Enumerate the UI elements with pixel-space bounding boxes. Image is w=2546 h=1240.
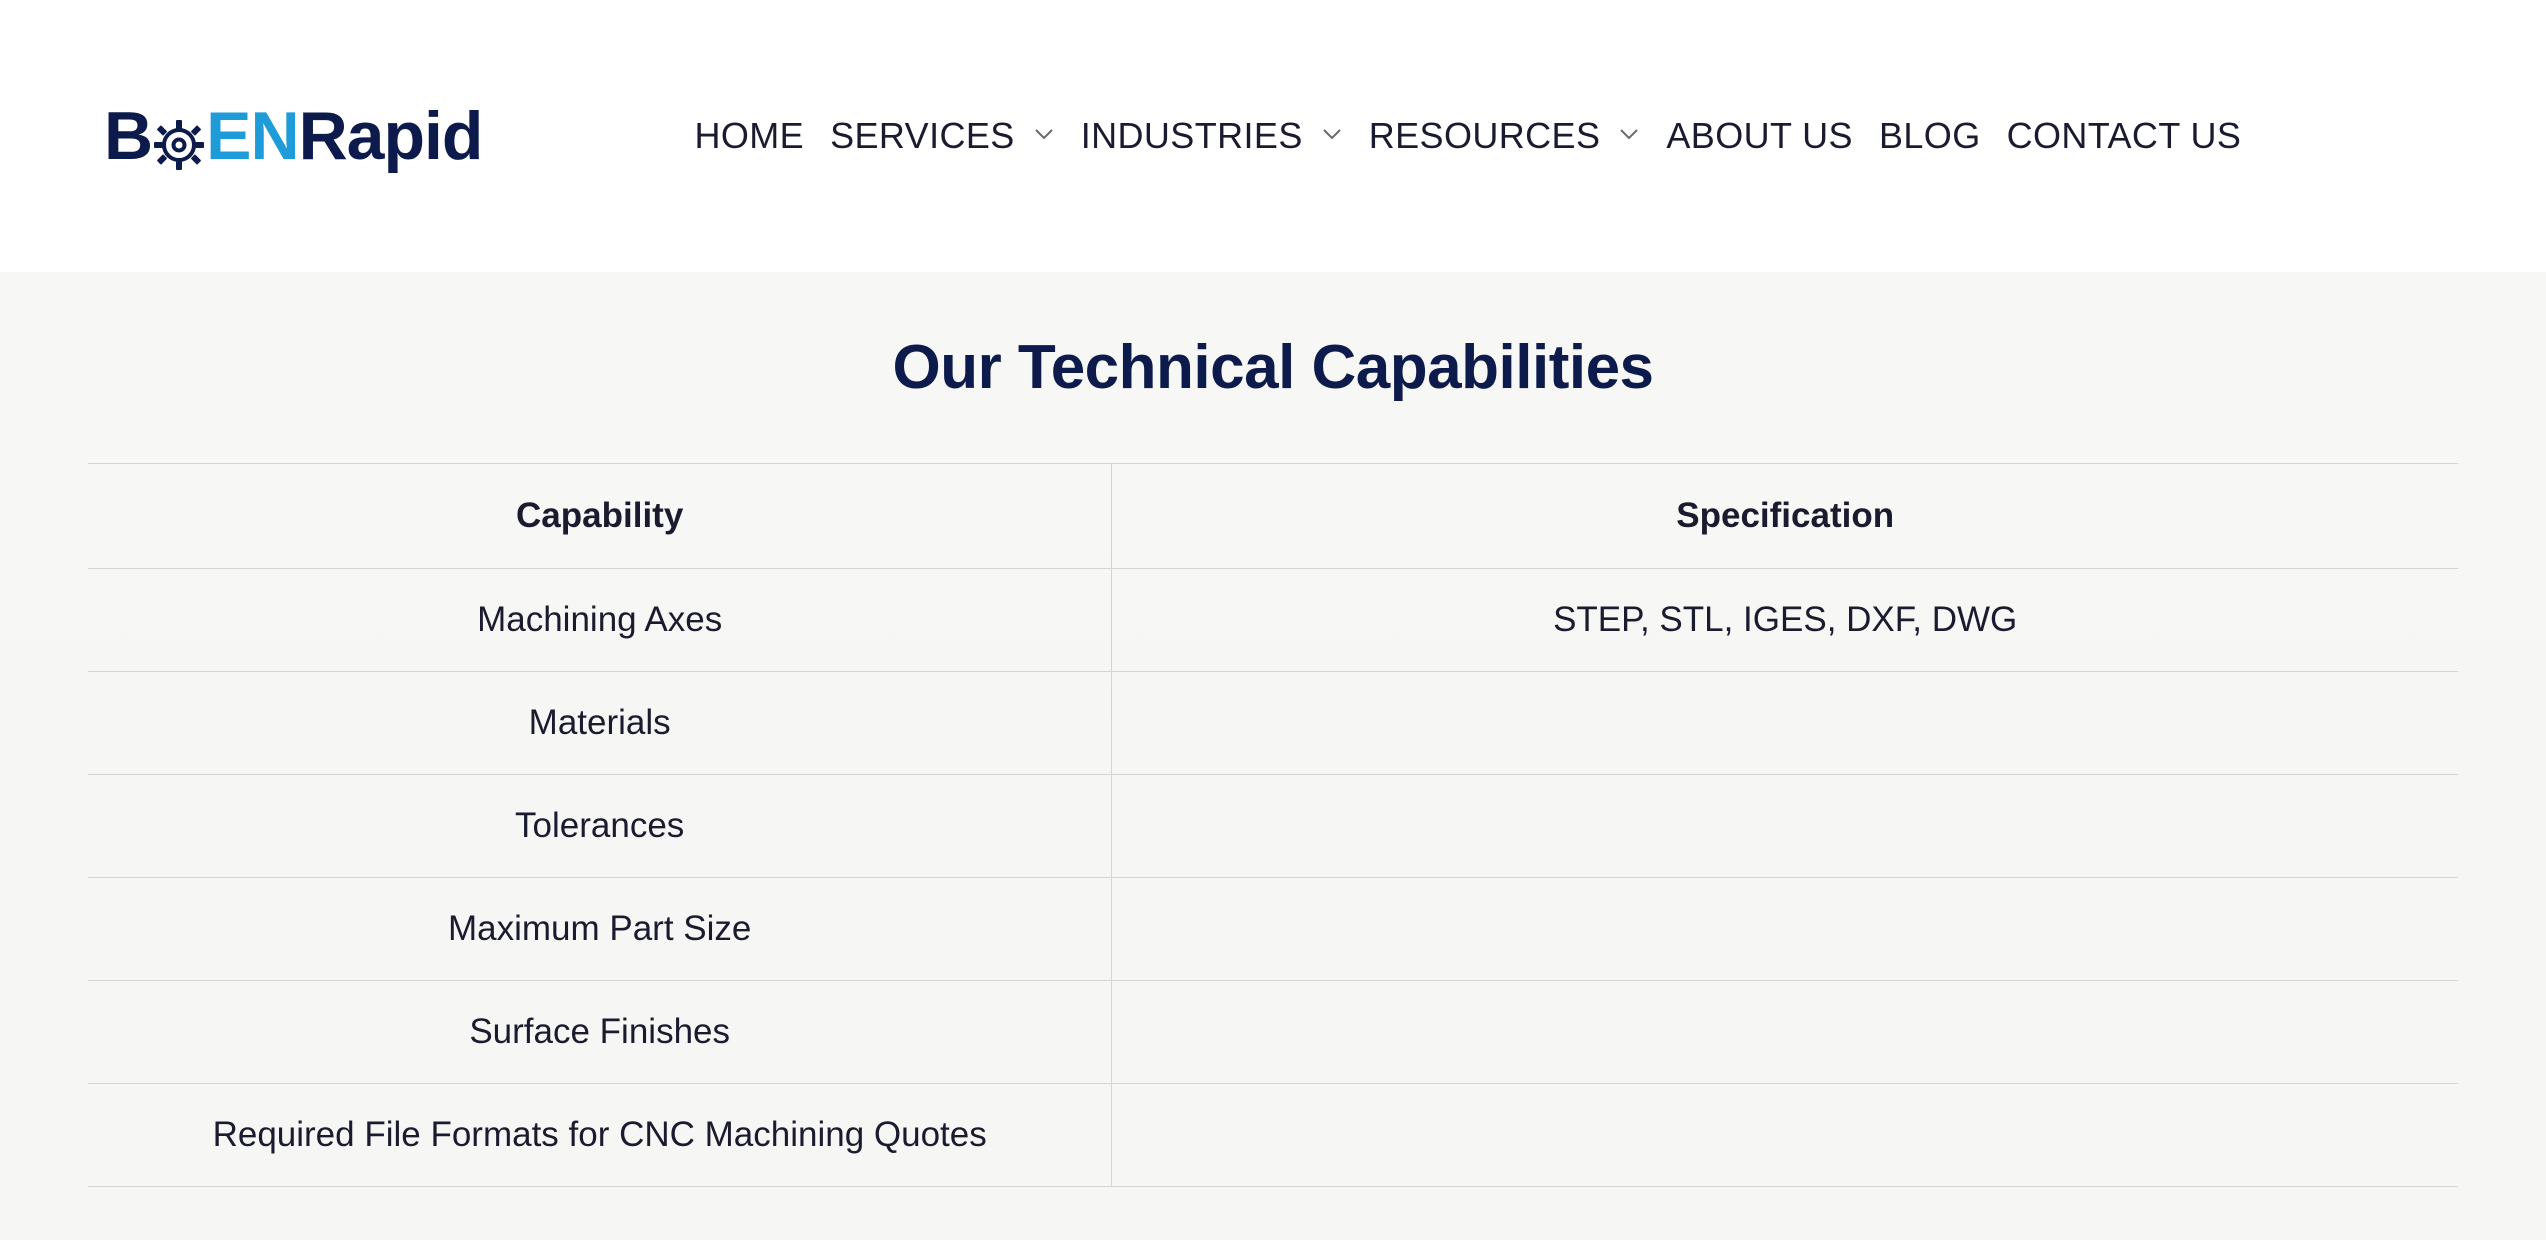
cell-capability: Maximum Part Size [88,878,1112,981]
table-row [88,569,2458,672]
nav-item-blog[interactable] [1866,115,1994,157]
nav-item-about-us[interactable] [1653,115,1866,157]
cell-specification [1112,672,2458,775]
chevron-down-icon[interactable] [1618,123,1640,145]
nav-item-services[interactable] [817,115,1068,157]
nav-item-label: CONTACT US [2006,115,2242,156]
table-header-specification: Specification [1112,464,2458,569]
nav-item-resources[interactable] [1356,115,1654,157]
cell-specification [1112,775,2458,878]
technical-capabilities-section [0,272,2546,1240]
table-header-row [88,464,2458,569]
nav-item-label: SERVICES [830,115,1015,156]
capabilities-table [88,463,2458,1187]
site-header [0,0,2546,272]
cell-capability: Surface Finishes [88,981,1112,1084]
table-header-capability: Capability [88,464,1112,569]
nav-item-label: HOME [694,115,805,156]
cell-capability: Materials [88,672,1112,775]
chevron-down-icon[interactable] [1321,123,1343,145]
nav-item-home[interactable] [694,115,817,157]
cell-capability: Machining Axes [88,569,1112,672]
nav-item-industries[interactable] [1068,115,1356,157]
nav-item-contact-us[interactable] [1994,115,2255,157]
logo-text-en: EN [206,98,299,174]
cell-specification [1112,1084,2458,1187]
nav-item-label: INDUSTRIES [1080,115,1303,156]
table-row [88,775,2458,878]
cell-capability: Tolerances [88,775,1112,878]
table-row [88,878,2458,981]
page-title: Our Technical Capabilities [892,333,1654,402]
cell-specification [1112,878,2458,981]
cell-capability: Required File Formats for CNC Machining Quotes [88,1084,1112,1187]
cell-specification: STEP, STL, IGES, DXF, DWG [1112,569,2458,672]
table-row [88,981,2458,1084]
logo-text-b: B [104,98,153,174]
gear-icon [153,114,205,166]
table-row [88,1084,2458,1187]
capabilities-table-wrapper [0,463,2546,1187]
logo-text-rapid: Rapid [298,98,483,174]
nav-item-label: ABOUT US [1666,115,1853,156]
site-logo[interactable] [104,98,483,174]
chevron-down-icon[interactable] [1033,123,1055,145]
nav-item-label: BLOG [1878,115,1981,156]
main-navigation [694,115,2254,157]
nav-item-label: RESOURCES [1368,115,1601,156]
cell-specification [1112,981,2458,1084]
table-row [88,672,2458,775]
